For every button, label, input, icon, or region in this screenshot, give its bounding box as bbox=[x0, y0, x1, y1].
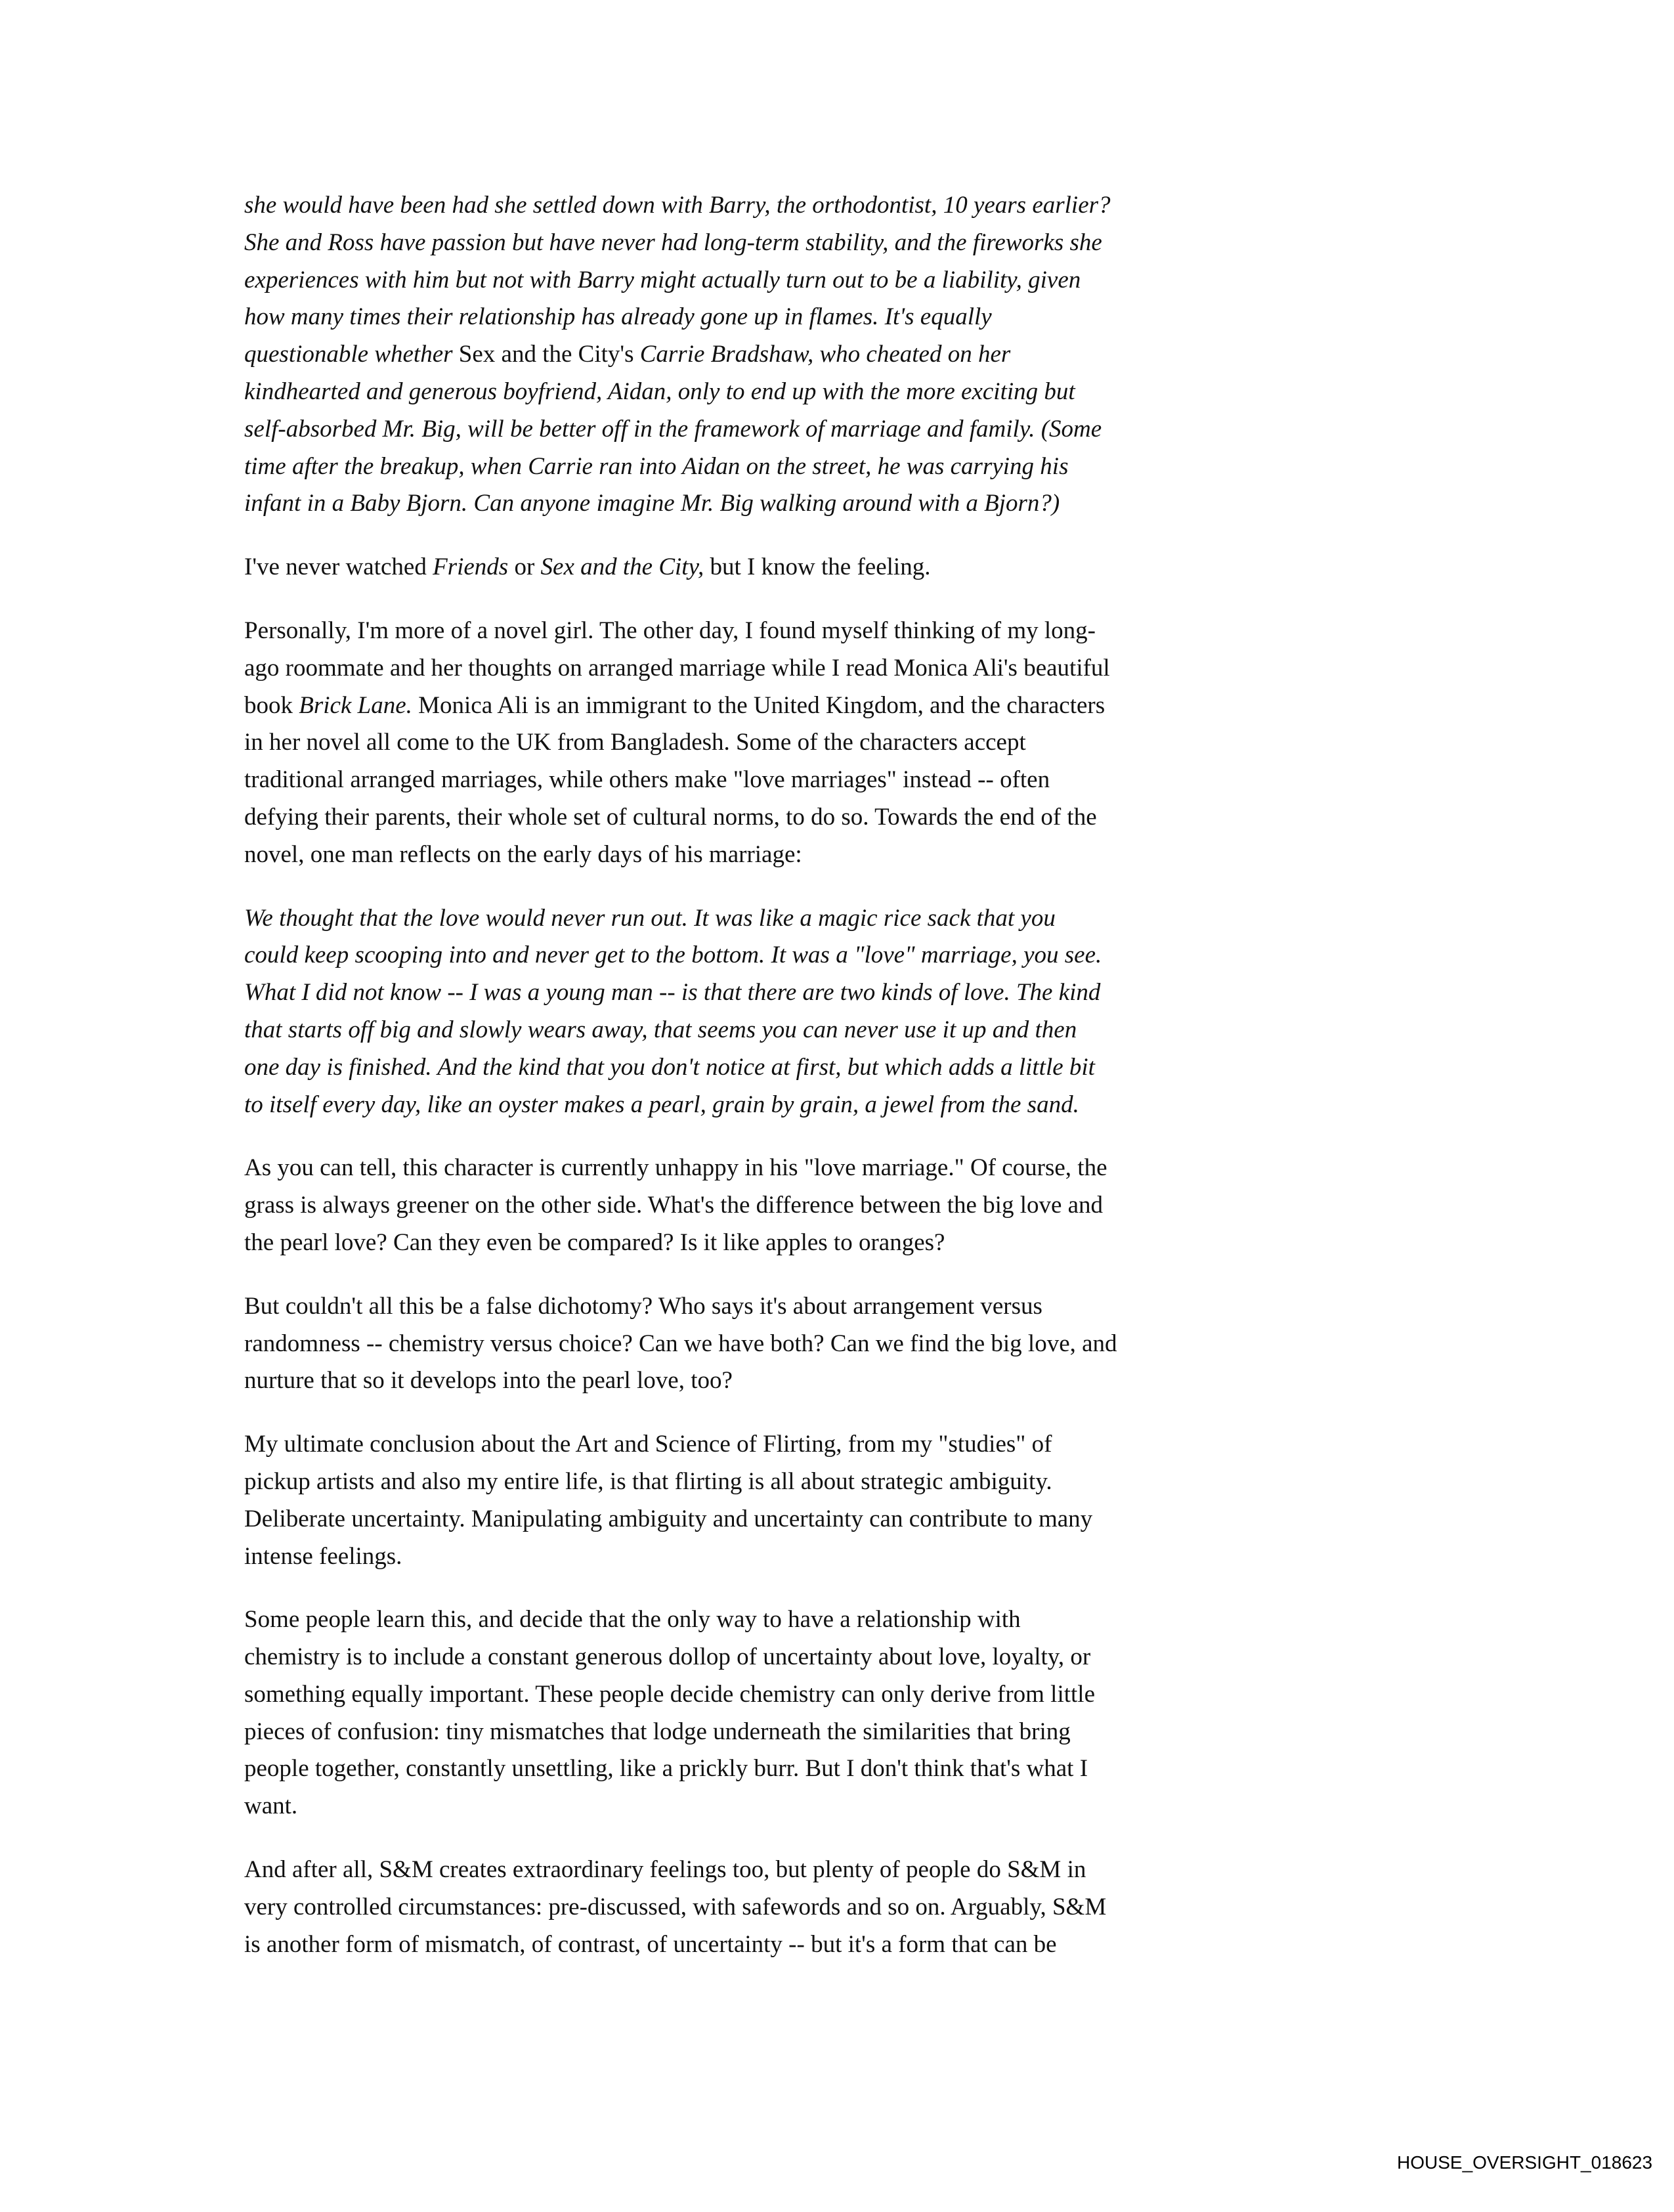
text: chemistry is to include a constant generous dollop of uncertainty about love, loyalty, or bbox=[244, 1643, 1091, 1671]
paragraph bbox=[244, 187, 1419, 523]
paragraph bbox=[244, 1426, 1419, 1575]
text: As you can tell, this character is currently unhappy in his "love marriage." Of course, the bbox=[244, 1154, 1107, 1182]
text-line bbox=[244, 1852, 1419, 1889]
paragraph bbox=[244, 613, 1419, 874]
italic-text: to itself every day, like an oyster makes a pearl, grain by grain, a jewel from the sand. bbox=[244, 1091, 1079, 1118]
text: traditional arranged marriages, while others make "love marriages" instead -- often bbox=[244, 766, 1050, 794]
text: And after all, S&M creates extraordinary feelings too, but plenty of people do S&M in bbox=[244, 1856, 1086, 1884]
paragraph bbox=[244, 1601, 1419, 1825]
text: Some people learn this, and decide that the only way to have a relationship with bbox=[244, 1606, 1021, 1634]
italic-text: infant in a Baby Bjorn. Can anyone imagine Mr. Big walking around with a Bjorn?) bbox=[244, 490, 1060, 517]
paragraph bbox=[244, 1288, 1419, 1400]
text-line bbox=[244, 262, 1419, 299]
text-line bbox=[244, 650, 1419, 687]
italic-text: time after the breakup, when Carrie ran into Aidan on the street, he was carrying his bbox=[244, 452, 1069, 480]
text: I've never watched bbox=[244, 553, 433, 581]
text: very controlled circumstances: pre-discussed, with safewords and so on. Arguably, S&M bbox=[244, 1893, 1107, 1920]
italic-text: Sex and the City, bbox=[540, 553, 704, 581]
text-line bbox=[244, 448, 1419, 486]
text-line bbox=[244, 762, 1419, 799]
text: randomness -- chemistry versus choice? Can we have both? Can we find the big love, and bbox=[244, 1330, 1117, 1357]
text-line bbox=[244, 1049, 1419, 1087]
text: But couldn't all this be a false dichotomy? Who says it's about arrangement versus bbox=[244, 1292, 1042, 1320]
paragraph bbox=[244, 1150, 1419, 1261]
text-line bbox=[244, 613, 1419, 650]
italic-text: could keep scooping into and never get to the bottom. It was a "love" marriage, you see. bbox=[244, 942, 1102, 969]
text-line bbox=[244, 1087, 1419, 1124]
document-body bbox=[244, 187, 1419, 1989]
paragraph bbox=[244, 900, 1419, 1124]
text-line bbox=[244, 799, 1419, 836]
text: Sex and the City's bbox=[458, 341, 640, 368]
text: Monica Ali is an immigrant to the United Kingdom, and the characters bbox=[412, 691, 1105, 719]
italic-text: kindhearted and generous boyfriend, Aidan, only to end up with the more exciting but bbox=[244, 378, 1075, 405]
text-line bbox=[244, 549, 1419, 586]
text-line bbox=[244, 299, 1419, 336]
text: pickup artists and also my entire life, is that flirting is all about strategic ambiguity. bbox=[244, 1467, 1052, 1495]
text-line bbox=[244, 1426, 1419, 1464]
text-line bbox=[244, 1750, 1419, 1788]
text-line bbox=[244, 336, 1419, 374]
italic-text: self-absorbed Mr. Big, will be better off in the framework of marriage and family. (Some bbox=[244, 415, 1102, 443]
text-line bbox=[244, 1288, 1419, 1326]
text-line bbox=[244, 1889, 1419, 1926]
text-line bbox=[244, 687, 1419, 725]
text-line bbox=[244, 485, 1419, 523]
text-line bbox=[244, 1362, 1419, 1400]
italic-text: What I did not know -- I was a young man -- is that there are two kinds of love. The kind bbox=[244, 979, 1101, 1007]
paragraph bbox=[244, 1852, 1419, 1963]
text-line bbox=[244, 187, 1419, 225]
text-line bbox=[244, 1225, 1419, 1262]
italic-text: experiences with him but not with Barry might actually turn out to be a liability, given bbox=[244, 266, 1081, 293]
text-line bbox=[244, 1926, 1419, 1964]
text: Personally, I'm more of a novel girl. The other day, I found myself thinking of my long- bbox=[244, 617, 1096, 644]
text-line bbox=[244, 974, 1419, 1012]
text-line bbox=[244, 1150, 1419, 1187]
italic-text: Friends bbox=[433, 553, 509, 581]
text-line bbox=[244, 1601, 1419, 1639]
text: in her novel all come to the UK from Bangladesh. Some of the characters accept bbox=[244, 729, 1026, 756]
text: My ultimate conclusion about the Art and Science of Flirting, from my "studies" of bbox=[244, 1431, 1052, 1458]
text: people together, constantly unsettling, like a prickly burr. But I don't think that's what I bbox=[244, 1755, 1088, 1783]
text: want. bbox=[244, 1792, 298, 1820]
text-line bbox=[244, 225, 1419, 262]
italic-text: that starts off big and slowly wears away, that seems you can never use it up and then bbox=[244, 1016, 1077, 1043]
text: but I know the feeling. bbox=[704, 553, 931, 581]
text: intense feelings. bbox=[244, 1542, 402, 1570]
text-line bbox=[244, 374, 1419, 411]
text: Deliberate uncertainty. Manipulating ambiguity and uncertainty can contribute to many bbox=[244, 1505, 1093, 1532]
text-line bbox=[244, 1501, 1419, 1538]
text-line bbox=[244, 1187, 1419, 1225]
text-line bbox=[244, 1788, 1419, 1825]
text-line bbox=[244, 724, 1419, 762]
italic-text: She and Ross have passion but have never had long-term stability, and the fireworks she bbox=[244, 228, 1102, 256]
text-line bbox=[244, 836, 1419, 874]
text-line bbox=[244, 1012, 1419, 1049]
italic-text: how many times their relationship has already gone up in flames. It's equally bbox=[244, 303, 992, 331]
paragraph bbox=[244, 549, 1419, 586]
italic-text: Brick Lane. bbox=[299, 691, 412, 719]
text-line bbox=[244, 1714, 1419, 1751]
text: novel, one man reflects on the early days of his marriage: bbox=[244, 840, 802, 868]
text: the pearl love? Can they even be compared? Is it like apples to oranges? bbox=[244, 1228, 945, 1256]
italic-text: one day is finished. And the kind that you don't notice at first, but which adds a little bit bbox=[244, 1053, 1095, 1081]
text: ago roommate and her thoughts on arranged marriage while I read Monica Ali's beautiful bbox=[244, 654, 1110, 682]
italic-text: Carrie Bradshaw, who cheated on her bbox=[639, 341, 1011, 368]
text: is another form of mismatch, of contrast, of uncertainty -- but it's a form that can be bbox=[244, 1930, 1057, 1958]
italic-text: We thought that the love would never run out. It was like a magic rice sack that you bbox=[244, 904, 1056, 932]
text-line bbox=[244, 1538, 1419, 1576]
text-line bbox=[244, 1326, 1419, 1363]
bates-stamp: HOUSE_OVERSIGHT_018623 bbox=[1397, 2152, 1653, 2173]
text: book bbox=[244, 691, 299, 719]
text-line bbox=[244, 900, 1419, 938]
text-line bbox=[244, 411, 1419, 448]
text: something equally important. These people decide chemistry can only derive from little bbox=[244, 1680, 1095, 1708]
text: pieces of confusion: tiny mismatches that lodge underneath the similarities that bring bbox=[244, 1718, 1071, 1745]
italic-text: questionable whether bbox=[244, 341, 459, 368]
italic-text: she would have been had she settled down with Barry, the orthodontist, 10 years earlier? bbox=[244, 192, 1111, 219]
text-line bbox=[244, 1676, 1419, 1714]
text-line bbox=[244, 937, 1419, 974]
text: defying their parents, their whole set of cultural norms, to do so. Towards the end of the bbox=[244, 803, 1097, 831]
text: grass is always greener on the other side. What's the difference between the big love and bbox=[244, 1192, 1104, 1219]
text-line bbox=[244, 1464, 1419, 1501]
text-line bbox=[244, 1639, 1419, 1676]
text: nurture that so it develops into the pearl love, too? bbox=[244, 1367, 733, 1395]
text: or bbox=[508, 553, 541, 581]
